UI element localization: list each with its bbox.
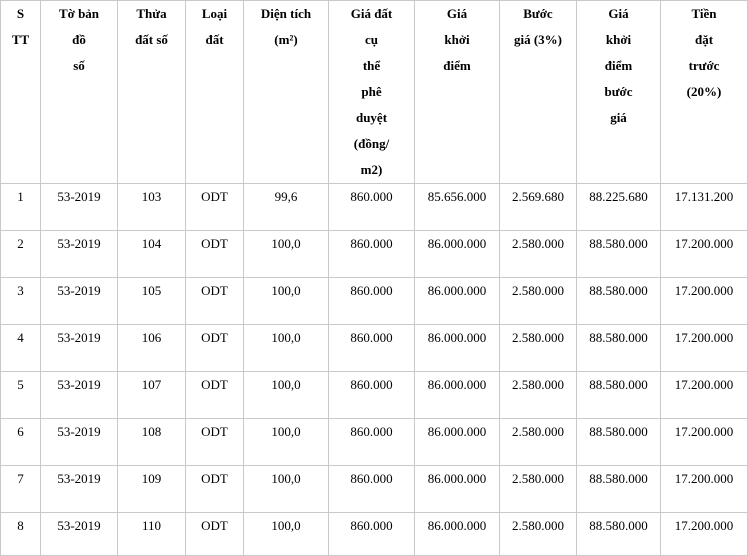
cell-deposit: 17.200.000 (661, 278, 748, 325)
cell-deposit: 17.200.000 (661, 466, 748, 513)
table-row (1, 513, 748, 556)
table-row (1, 372, 748, 419)
cell-land-type: ODT (186, 278, 244, 325)
cell-unit-price: 860.000 (329, 372, 415, 419)
table-row (1, 466, 748, 513)
cell-area: 100,0 (244, 513, 329, 556)
table-row (1, 325, 748, 372)
cell-plot-number: 105 (118, 278, 186, 325)
cell-map-sheet: 53-2019 (41, 372, 118, 419)
cell-unit-price: 860.000 (329, 419, 415, 466)
col-header-starting-plus-step: Giá khởi điểm bước giá (577, 1, 661, 184)
cell-price-step: 2.569.680 (500, 184, 577, 231)
cell-plot-number: 104 (118, 231, 186, 278)
table-row (1, 231, 748, 278)
cell-starting-plus-step: 88.580.000 (577, 466, 661, 513)
cell-starting-price: 86.000.000 (415, 419, 500, 466)
cell-unit-price: 860.000 (329, 325, 415, 372)
cell-deposit: 17.200.000 (661, 513, 748, 556)
cell-deposit: 17.200.000 (661, 419, 748, 466)
cell-starting-price: 86.000.000 (415, 231, 500, 278)
col-header-area: Diện tích (m²) (244, 1, 329, 184)
cell-plot-number: 109 (118, 466, 186, 513)
cell-starting-price: 86.000.000 (415, 372, 500, 419)
cell-price-step: 2.580.000 (500, 466, 577, 513)
cell-stt: 1 (1, 184, 41, 231)
cell-land-type: ODT (186, 184, 244, 231)
cell-stt: 7 (1, 466, 41, 513)
cell-starting-price: 86.000.000 (415, 325, 500, 372)
cell-starting-plus-step: 88.580.000 (577, 278, 661, 325)
col-header-map-sheet: Tờ bản đồ số (41, 1, 118, 184)
cell-deposit: 17.131.200 (661, 184, 748, 231)
cell-unit-price: 860.000 (329, 466, 415, 513)
cell-area: 100,0 (244, 325, 329, 372)
col-header-unit-price: Giá đất cụ thể phê duyệt (đồng/ m2) (329, 1, 415, 184)
cell-land-type: ODT (186, 513, 244, 556)
cell-starting-price: 86.000.000 (415, 513, 500, 556)
cell-plot-number: 108 (118, 419, 186, 466)
col-header-starting-price: Giá khởi điểm (415, 1, 500, 184)
cell-land-type: ODT (186, 231, 244, 278)
cell-map-sheet: 53-2019 (41, 466, 118, 513)
cell-starting-price: 85.656.000 (415, 184, 500, 231)
cell-land-type: ODT (186, 325, 244, 372)
table-row (1, 278, 748, 325)
col-header-plot-number: Thửa đất số (118, 1, 186, 184)
cell-area: 100,0 (244, 466, 329, 513)
cell-price-step: 2.580.000 (500, 372, 577, 419)
table-row (1, 419, 748, 466)
cell-unit-price: 860.000 (329, 231, 415, 278)
cell-area: 100,0 (244, 231, 329, 278)
cell-map-sheet: 53-2019 (41, 325, 118, 372)
cell-price-step: 2.580.000 (500, 325, 577, 372)
cell-price-step: 2.580.000 (500, 513, 577, 556)
cell-land-type: ODT (186, 466, 244, 513)
cell-land-type: ODT (186, 372, 244, 419)
table-row (1, 184, 748, 231)
cell-stt: 4 (1, 325, 41, 372)
cell-map-sheet: 53-2019 (41, 231, 118, 278)
col-header-price-step: Bước giá (3%) (500, 1, 577, 184)
cell-starting-plus-step: 88.580.000 (577, 231, 661, 278)
cell-map-sheet: 53-2019 (41, 419, 118, 466)
cell-stt: 3 (1, 278, 41, 325)
cell-unit-price: 860.000 (329, 278, 415, 325)
cell-price-step: 2.580.000 (500, 419, 577, 466)
cell-stt: 8 (1, 513, 41, 556)
col-header-land-type: Loại đất (186, 1, 244, 184)
cell-unit-price: 860.000 (329, 513, 415, 556)
cell-area: 99,6 (244, 184, 329, 231)
cell-plot-number: 107 (118, 372, 186, 419)
cell-stt: 6 (1, 419, 41, 466)
cell-starting-plus-step: 88.580.000 (577, 513, 661, 556)
cell-area: 100,0 (244, 278, 329, 325)
cell-starting-price: 86.000.000 (415, 466, 500, 513)
cell-starting-plus-step: 88.580.000 (577, 372, 661, 419)
cell-area: 100,0 (244, 419, 329, 466)
cell-starting-plus-step: 88.225.680 (577, 184, 661, 231)
cell-stt: 2 (1, 231, 41, 278)
cell-deposit: 17.200.000 (661, 231, 748, 278)
col-header-stt: S TT (1, 1, 41, 184)
col-header-deposit: Tiền đặt trước (20%) (661, 1, 748, 184)
cell-plot-number: 103 (118, 184, 186, 231)
cell-deposit: 17.200.000 (661, 325, 748, 372)
cell-land-type: ODT (186, 419, 244, 466)
cell-area: 100,0 (244, 372, 329, 419)
cell-starting-price: 86.000.000 (415, 278, 500, 325)
cell-unit-price: 860.000 (329, 184, 415, 231)
cell-stt: 5 (1, 372, 41, 419)
cell-plot-number: 110 (118, 513, 186, 556)
cell-deposit: 17.200.000 (661, 372, 748, 419)
cell-map-sheet: 53-2019 (41, 184, 118, 231)
cell-plot-number: 106 (118, 325, 186, 372)
cell-price-step: 2.580.000 (500, 278, 577, 325)
header-row (1, 1, 748, 184)
cell-map-sheet: 53-2019 (41, 278, 118, 325)
cell-starting-plus-step: 88.580.000 (577, 419, 661, 466)
cell-starting-plus-step: 88.580.000 (577, 325, 661, 372)
cell-map-sheet: 53-2019 (41, 513, 118, 556)
cell-price-step: 2.580.000 (500, 231, 577, 278)
